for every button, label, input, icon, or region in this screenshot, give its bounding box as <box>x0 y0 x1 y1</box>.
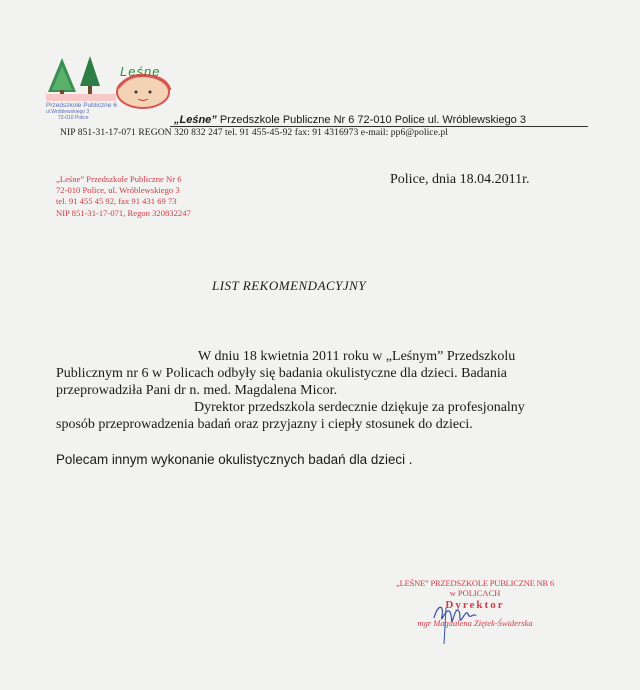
body-line: W dniu 18 kwietnia 2011 roku w „Leśnym” Przedszkolu <box>198 349 516 364</box>
stamp-line: „Leśne” Przedszkole Publiczne Nr 6 <box>56 174 182 184</box>
body-closing: Polecam innym wykonanie okulistycznych badań dla dzieci . <box>56 452 413 467</box>
letter-body <box>56 348 596 468</box>
place-date: Police, dnia 18.04.2011r. <box>390 172 530 187</box>
logo-city: 72-010 Police <box>58 115 89 121</box>
institution-stamp <box>56 174 191 219</box>
stamp-line: tel. 91 455 45 92, fax 91 431 69 73 <box>56 196 177 207</box>
stamp-line: NIP 851-31-17-071, Regon 320832247 <box>56 207 191 218</box>
letterhead-address-text: Przedszkole Publiczne Nr 6 72-010 Police ul. Wróblewskiego 3 <box>219 114 526 126</box>
body-line: Dyrektor przedszkola serdecznie dziękuje za profesjonalny <box>194 400 525 415</box>
logo-subtitle: Przedszkole Publiczne 6 <box>46 102 117 109</box>
signature-role: Dyrektor <box>445 599 505 611</box>
letterhead-address <box>174 114 526 126</box>
signature-institution: „LEŚNE” PRZEDSZKOLE PUBLICZNE NR 6 <box>396 578 554 588</box>
signature-location: w POLICACH <box>449 588 501 598</box>
body-line: Publicznym nr 6 w Policach odbyły się badania okulistyczne dla dzieci. Badania <box>56 366 507 381</box>
letterhead-name: „Leśne” <box>174 114 217 126</box>
handwritten-signature-icon <box>420 598 490 648</box>
logo-word: Leśne <box>120 64 161 79</box>
letterhead-contact: NIP 851-31-17-071 REGON 320 832 247 tel. 91 455-45-92 fax: 91 4316973 e-mail: pp6@police.pl <box>60 127 448 138</box>
signature-name: mgr Magdalena Ziętek-Świderska <box>417 618 533 628</box>
body-line: przeprowadziła Pani dr n. med. Magdalena Micor. <box>56 383 338 398</box>
body-line: sposób przeprowadzenia badań oraz przyjazny i ciepły stosunek do dzieci. <box>56 417 473 432</box>
logo-street: ul.Wróblewskiego 3 <box>46 109 90 115</box>
document-title: LIST REKOMENDACYJNY <box>212 278 367 293</box>
stamp-line: 72-010 Police, ul. Wróblewskiego 3 <box>56 185 180 196</box>
